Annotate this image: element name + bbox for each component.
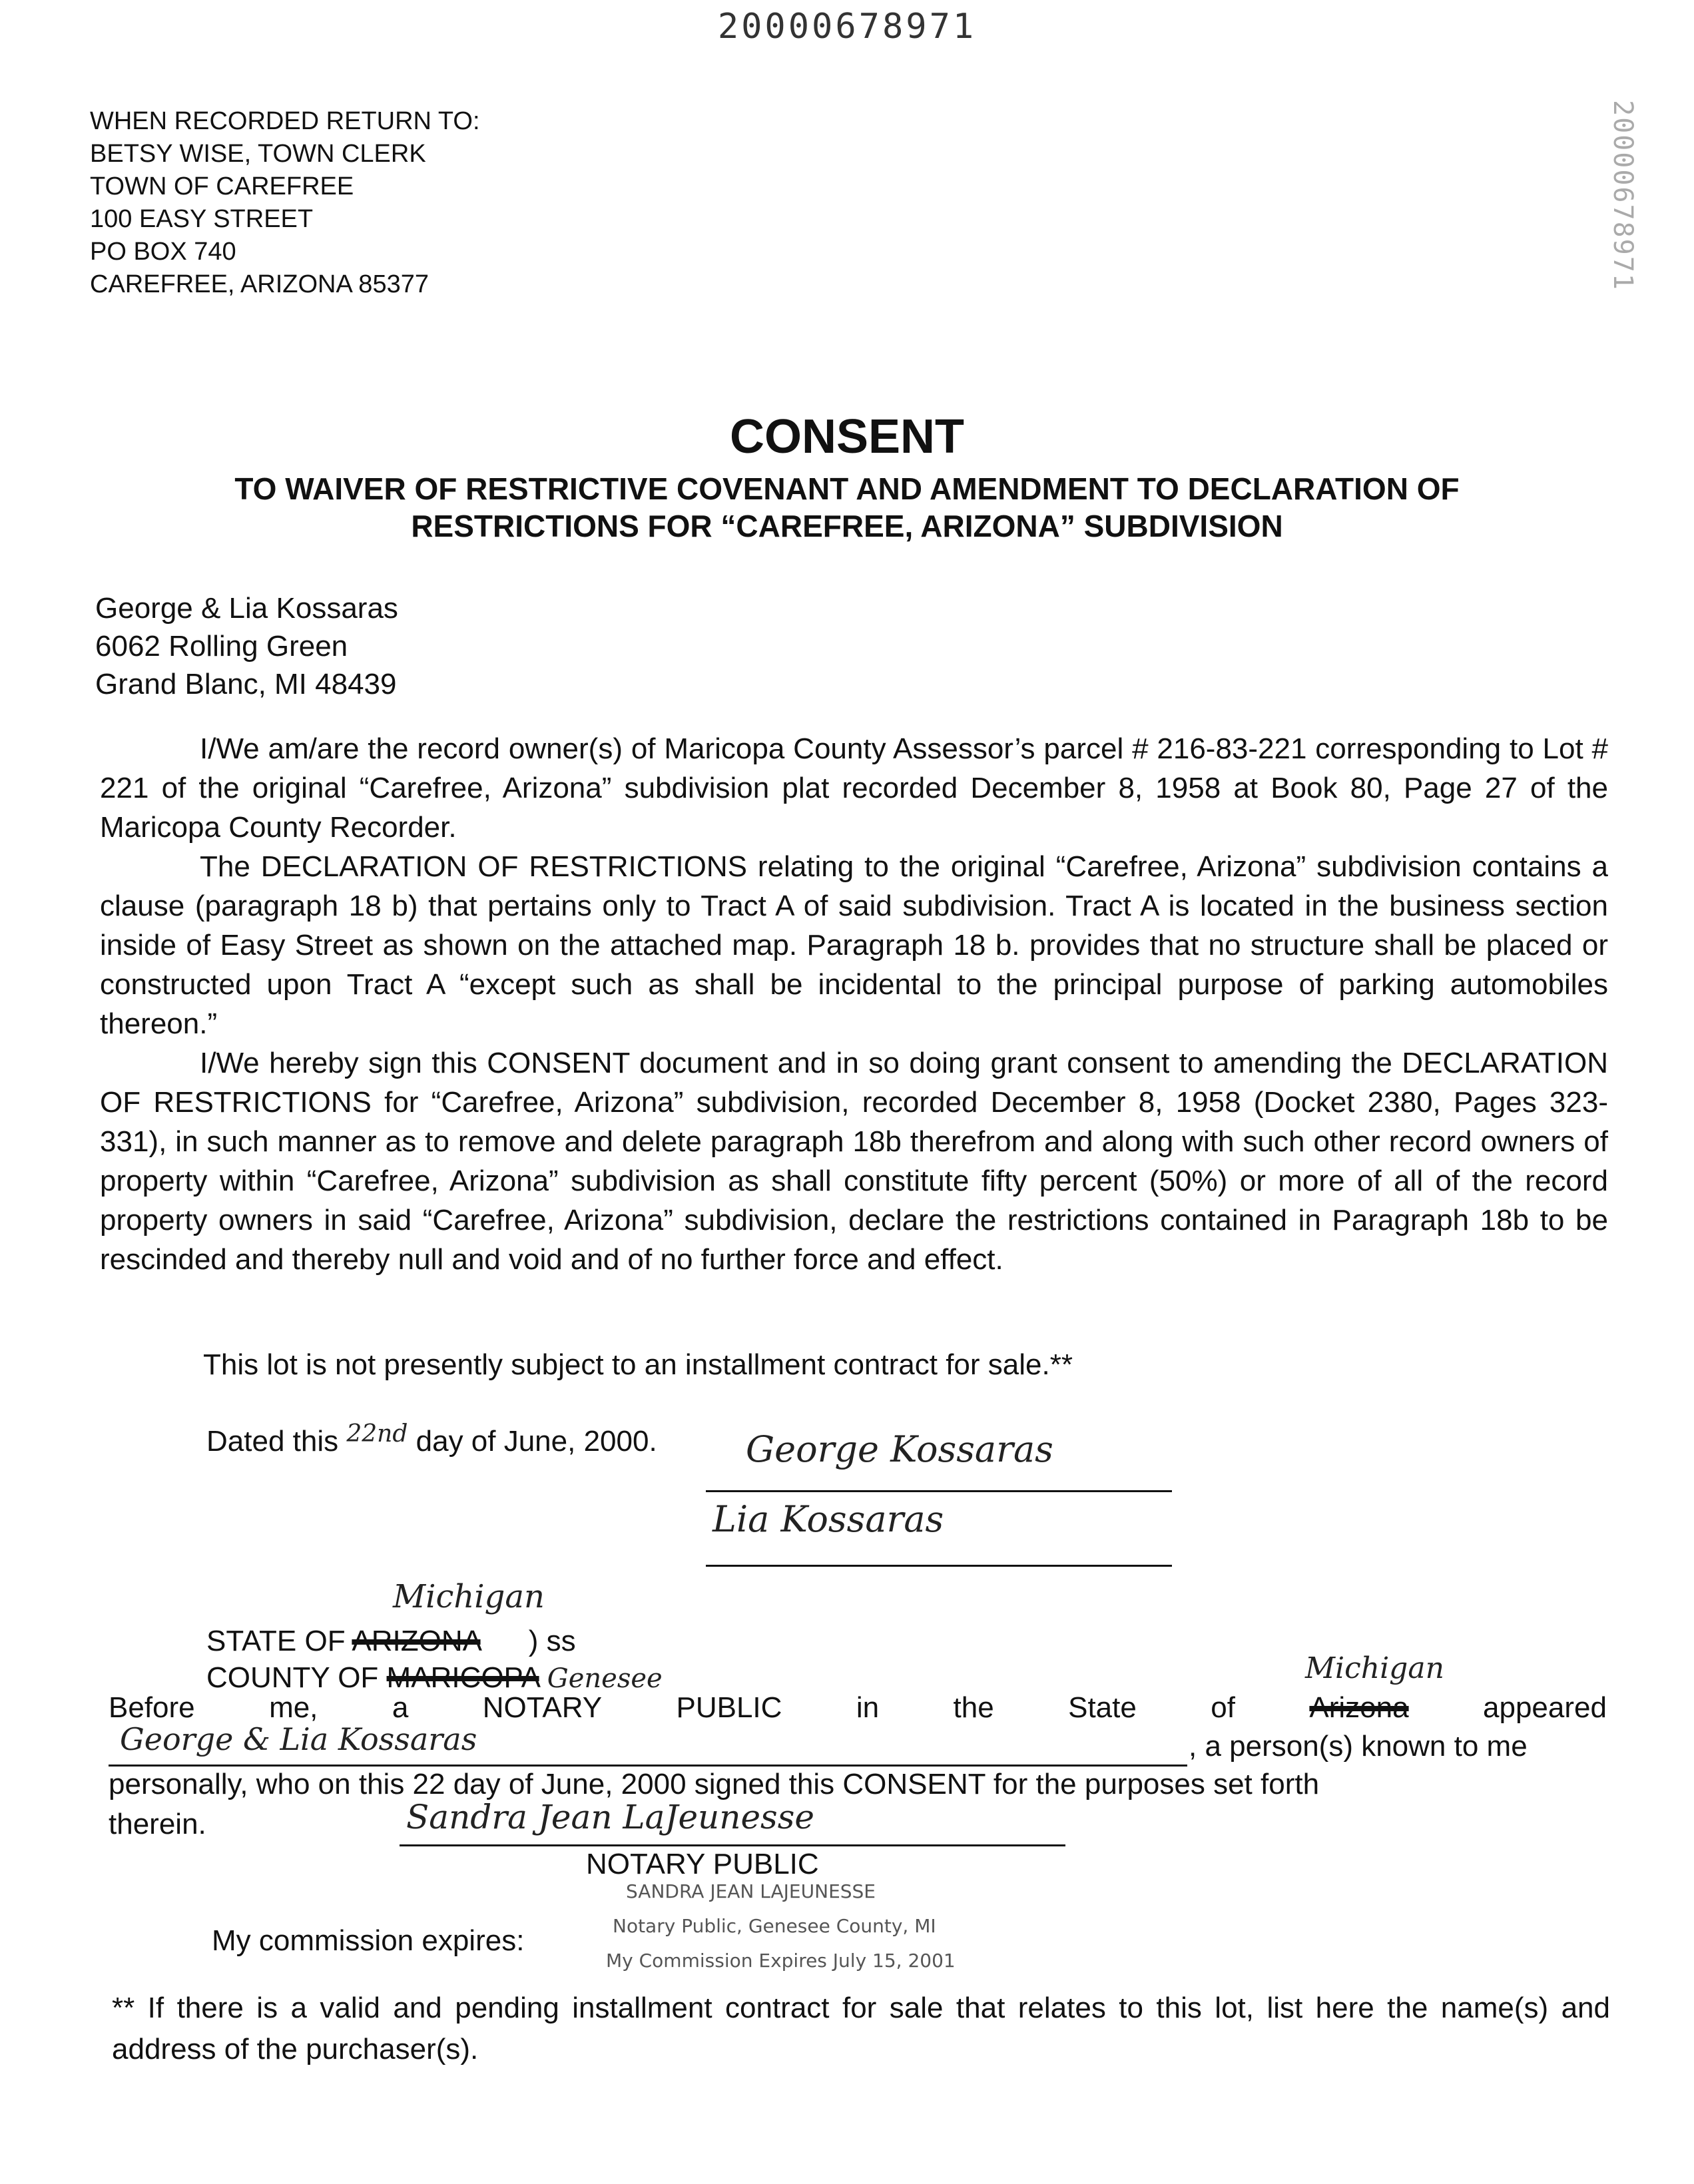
notary-word: of bbox=[1211, 1691, 1235, 1724]
owner-signature-2: Lia Kossaras bbox=[712, 1498, 944, 1540]
county-label: COUNTY OF bbox=[206, 1661, 379, 1694]
notary-person-line bbox=[109, 1765, 1187, 1767]
stamp-line: My Commission Expires July 15, 2001 bbox=[606, 1950, 956, 1972]
paragraph-ownership: I/We am/are the record owner(s) of Maricopa County Assessor’s parcel # 216-83-221 corresponding to Lot # 221 of the original “Carefree, Arizona” subdivision plat recorded December 8, 1958 at Book 80, Page 27 of the Maricopa County Recorder. bbox=[100, 732, 1608, 844]
notary-word: State bbox=[1068, 1691, 1137, 1724]
consent-body bbox=[100, 729, 1608, 1279]
owner-block bbox=[95, 589, 398, 703]
side-recording-stamp: 20000678971 bbox=[1607, 100, 1638, 291]
subtitle-line: RESTRICTIONS FOR “CAREFREE, ARIZONA” SUBDIVISION bbox=[411, 509, 1283, 543]
state-line bbox=[206, 1625, 576, 1658]
dated-prefix: Dated this bbox=[206, 1425, 339, 1458]
notary-state-handwritten: Michigan bbox=[1305, 1651, 1444, 1685]
notary-signature-line bbox=[400, 1844, 1065, 1846]
owner-name: George & Lia Kossaras bbox=[95, 592, 398, 625]
return-address-line: CAREFREE, ARIZONA 85377 bbox=[90, 270, 429, 298]
document-subtitle bbox=[133, 470, 1561, 545]
signature-line-2 bbox=[706, 1565, 1172, 1567]
notary-public-label: NOTARY PUBLIC bbox=[586, 1848, 819, 1880]
owner-street: 6062 Rolling Green bbox=[95, 630, 348, 663]
document-title: CONSENT bbox=[729, 410, 965, 463]
notary-word: Before bbox=[109, 1691, 195, 1724]
return-address-line: WHEN RECORDED RETURN TO: bbox=[90, 107, 480, 135]
notary-word: in bbox=[856, 1691, 880, 1724]
dated-line bbox=[206, 1420, 657, 1458]
installment-statement: This lot is not presently subject to an installment contract for sale.** bbox=[203, 1348, 1073, 1381]
paragraph-consent: I/We hereby sign this CONSENT document and in so doing grant consent to amending the DECLARATION OF RESTRICTIONS for “Carefree, Arizona” subdivision, recorded December 8, 1958 (Docket 2380, Pages 323-331), in such manner as to remove and delete paragraph 18b therefrom and along with such other record owners of property within “Carefree, Arizona” subdivision as shall constitute fifty percent (50%) or more of all of the record property owners in said “Carefree, Arizona” subdivision, declare the restrictions contained in Paragraph 18b to be rescinded and thereby null and void and of no further force and effect. bbox=[100, 1047, 1608, 1276]
notary-word: PUBLIC bbox=[676, 1691, 782, 1724]
notary-signature: Sandra Jean LaJeunesse bbox=[406, 1798, 814, 1836]
county-handwritten: Genesee bbox=[547, 1663, 663, 1694]
notary-stamp bbox=[599, 1878, 956, 1975]
notary-word: me, bbox=[269, 1691, 318, 1724]
document-number: 20000678971 bbox=[717, 7, 977, 47]
return-address bbox=[90, 105, 480, 301]
paragraph-declaration: The DECLARATION OF RESTRICTIONS relating to the original “Carefree, Arizona” subdivision contains a clause (paragraph 18 b) that pertains only to Tract A of said subdivision. Tract A is located in the business section inside of Easy Street as shown on the attached map. Paragraph 18 b. provides that no structure shall be placed or constructed upon Tract A “except such as shall be incidental to the principal purpose of parking automobiles thereon.” bbox=[100, 850, 1608, 1040]
notary-therein: therein. bbox=[109, 1808, 206, 1840]
state-struck: ARIZONA bbox=[352, 1625, 481, 1657]
county-line bbox=[206, 1661, 663, 1695]
commission-expires-label: My commission expires: bbox=[212, 1924, 525, 1957]
notary-line-1 bbox=[109, 1691, 1607, 1725]
stamp-line: SANDRA JEAN LAJEUNESSE bbox=[626, 1880, 876, 1902]
notary-word: a bbox=[392, 1691, 409, 1724]
state-label: STATE OF bbox=[206, 1625, 346, 1657]
return-address-line: PO BOX 740 bbox=[90, 238, 236, 266]
notary-word: the bbox=[953, 1691, 994, 1724]
installment-footnote: ** If there is a valid and pending installment contract for sale that relates to this lot, list here the name(s) and address of the purchaser(s). bbox=[112, 1992, 1610, 2065]
return-address-line: TOWN OF CAREFREE bbox=[90, 172, 354, 200]
county-struck: MARICOPA bbox=[386, 1661, 539, 1694]
return-address-line: BETSY WISE, TOWN CLERK bbox=[90, 140, 426, 168]
signature-line-1 bbox=[706, 1490, 1172, 1492]
notary-known-text: , a person(s) known to me bbox=[1189, 1730, 1528, 1763]
notary-word: NOTARY bbox=[482, 1691, 603, 1724]
ss-label: ) ss bbox=[528, 1625, 576, 1657]
notary-word: appeared bbox=[1483, 1691, 1607, 1724]
notary-person-handwritten: George & Lia Kossaras bbox=[120, 1721, 477, 1757]
state-handwritten: Michigan bbox=[393, 1578, 545, 1615]
subtitle-line: TO WAIVER OF RESTRICTIVE COVENANT AND AMENDMENT TO DECLARATION OF bbox=[234, 471, 1460, 506]
dated-day-handwritten: 22nd bbox=[346, 1420, 408, 1448]
return-address-line: 100 EASY STREET bbox=[90, 205, 314, 233]
notary-state-struck: Arizona bbox=[1309, 1691, 1409, 1724]
notary-line-3: personally, who on this 22 day of June, 2000 signed this CONSENT for the purposes set forth bbox=[109, 1768, 1320, 1800]
dated-suffix: day of June, 2000. bbox=[416, 1425, 657, 1458]
owner-signature-1: George Kossaras bbox=[746, 1428, 1053, 1470]
owner-city: Grand Blanc, MI 48439 bbox=[95, 668, 397, 700]
stamp-line: Notary Public, Genesee County, MI bbox=[613, 1915, 936, 1937]
